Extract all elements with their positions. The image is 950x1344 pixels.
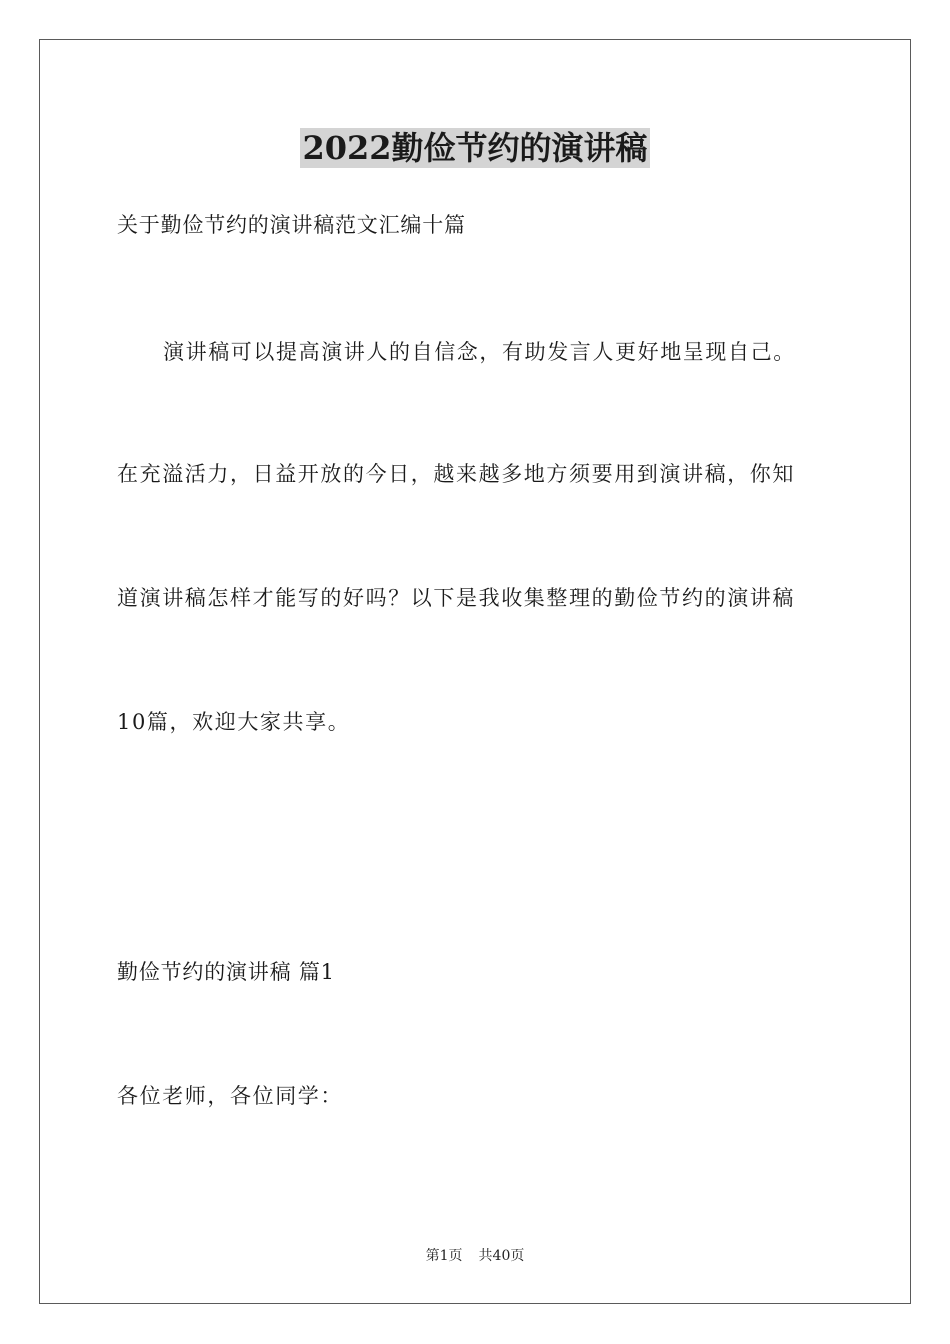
paragraph-line-3: 道演讲稿怎样才能写的好吗？以下是我收集整理的勤俭节约的演讲稿 bbox=[117, 586, 795, 610]
section-heading: 勤俭节约的演讲稿 篇1 bbox=[117, 960, 335, 984]
page-number-current: 第1页 bbox=[425, 1248, 463, 1264]
page-number-total: 共40页 bbox=[478, 1248, 525, 1264]
page-footer bbox=[0, 1247, 950, 1265]
paragraph-line-4: 10篇，欢迎大家共享。 bbox=[117, 710, 351, 734]
paragraph-line-1: 演讲稿可以提高演讲人的自信念，有助发言人更好地呈现自己。 bbox=[163, 340, 796, 364]
title-container bbox=[0, 128, 950, 168]
paragraph-line-2: 在充溢活力，日益开放的今日，越来越多地方须要用到演讲稿，你知 bbox=[117, 462, 795, 486]
greeting-line: 各位老师，各位同学： bbox=[117, 1084, 343, 1108]
document-title: 2022勤俭节约的演讲稿 bbox=[302, 129, 648, 167]
document-subtitle: 关于勤俭节约的演讲稿范文汇编十篇 bbox=[117, 213, 466, 237]
